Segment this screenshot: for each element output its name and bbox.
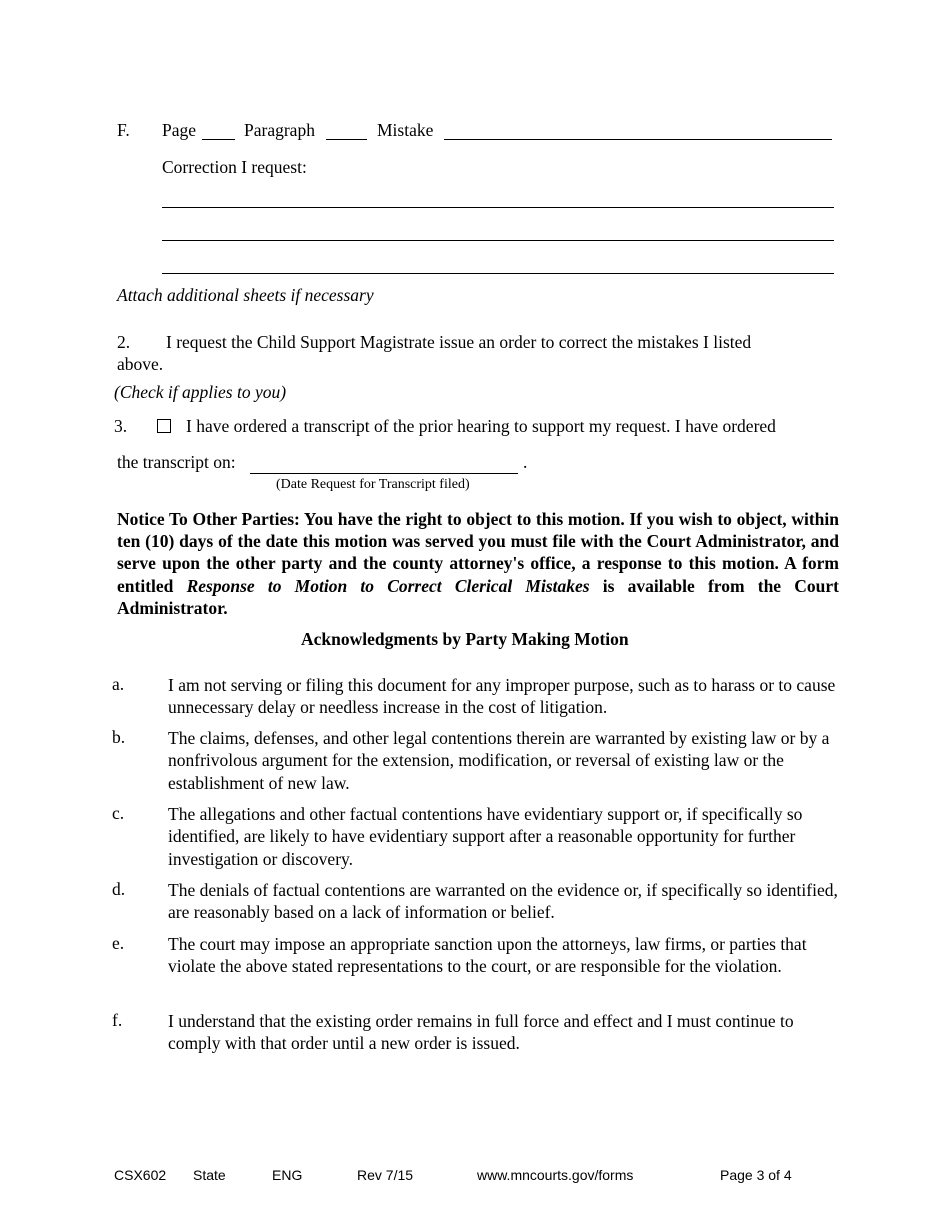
ack-letter: f. bbox=[112, 1010, 123, 1030]
item-2-text: I request the Child Support Magistrate issue an order to correct the mistakes I listed bbox=[166, 332, 752, 352]
item-3-number: 3. bbox=[114, 416, 128, 436]
transcript-date-field[interactable] bbox=[250, 473, 518, 474]
acknowledgments-heading: Acknowledgments by Party Making Motion bbox=[301, 629, 629, 649]
attach-note: Attach additional sheets if necessary bbox=[117, 285, 374, 305]
paragraph-label: Paragraph bbox=[244, 120, 315, 140]
notice-part-2: is available from the Court Administrator. bbox=[117, 575, 839, 618]
correction-line-3[interactable] bbox=[162, 273, 834, 274]
page-number-field[interactable] bbox=[202, 139, 235, 140]
ack-text: The claims, defenses, and other legal contentions therein are warranted by existing law or by a nonfrivolous argument for the extension, modification, or reversal of existing law or the establishment of new law. bbox=[168, 728, 830, 793]
correction-line-1[interactable] bbox=[162, 207, 834, 208]
check-note: (Check if applies to you) bbox=[114, 382, 287, 402]
transcript-label: the transcript on: bbox=[117, 452, 236, 472]
footer-jurisdiction: State bbox=[193, 1167, 226, 1183]
ack-letter: e. bbox=[112, 933, 125, 953]
footer-language: ENG bbox=[272, 1167, 303, 1183]
paragraph-number-field[interactable] bbox=[326, 139, 367, 140]
mistake-field[interactable] bbox=[444, 139, 832, 140]
ack-text: The denials of factual contentions are warranted on the evidence or, if specifically so identified, are reasonably based on a lack of information or belief. bbox=[168, 880, 838, 923]
correction-label: Correction I request: bbox=[162, 157, 307, 177]
ack-letter: c. bbox=[112, 803, 125, 823]
transcript-period: . bbox=[523, 452, 528, 472]
page-label: Page bbox=[162, 120, 197, 140]
item-3-text: I have ordered a transcript of the prior hearing to support my request. I have ordered bbox=[186, 416, 776, 436]
notice-to-other-parties bbox=[117, 508, 839, 619]
ack-letter: a. bbox=[112, 674, 125, 694]
transcript-checkbox[interactable] bbox=[157, 419, 171, 433]
footer-page-number: Page 3 of 4 bbox=[720, 1167, 792, 1183]
footer-revision: Rev 7/15 bbox=[357, 1167, 414, 1183]
transcript-date-caption: (Date Request for Transcript filed) bbox=[276, 477, 470, 492]
item-2-number: 2. bbox=[117, 332, 131, 352]
ack-letter: d. bbox=[112, 879, 126, 899]
response-form-title: Response to Motion to Correct Clerical Mistakes bbox=[186, 575, 590, 596]
footer-form-code: CSX602 bbox=[114, 1167, 167, 1183]
ack-text: I am not serving or filing this document for any improper purpose, such as to harass or to cause unnecessary delay or needless increase in the cost of litigation. bbox=[168, 675, 836, 718]
notice-part-1: Notice To Other Parties: You have the right to object to this motion. If you wish to object, within ten (10) days of the date this motion was served you must file with the Court Administrator, and serve upon the other party and the county attorney's office, a response to this motion. A form entitled bbox=[117, 509, 839, 596]
section-f-letter: F. bbox=[117, 120, 130, 140]
ack-text: I understand that the existing order remains in full force and effect and I must continue to comply with that order until a new order is issued. bbox=[168, 1011, 794, 1054]
correction-line-2[interactable] bbox=[162, 240, 834, 241]
mistake-label: Mistake bbox=[377, 120, 434, 140]
ack-text: The court may impose an appropriate sanction upon the attorneys, law firms, or parties that violate the above stated representations to the court, or are responsible for the violation. bbox=[168, 934, 807, 977]
item-2-text-continued: above. bbox=[117, 354, 164, 374]
ack-text: The allegations and other factual contentions have evidentiary support or, if specifically so identified, are likely to have evidentiary support after a reasonable opportunity for further investigation or discovery. bbox=[168, 804, 803, 869]
ack-letter: b. bbox=[112, 727, 126, 747]
footer-website: www.mncourts.gov/forms bbox=[477, 1167, 634, 1183]
